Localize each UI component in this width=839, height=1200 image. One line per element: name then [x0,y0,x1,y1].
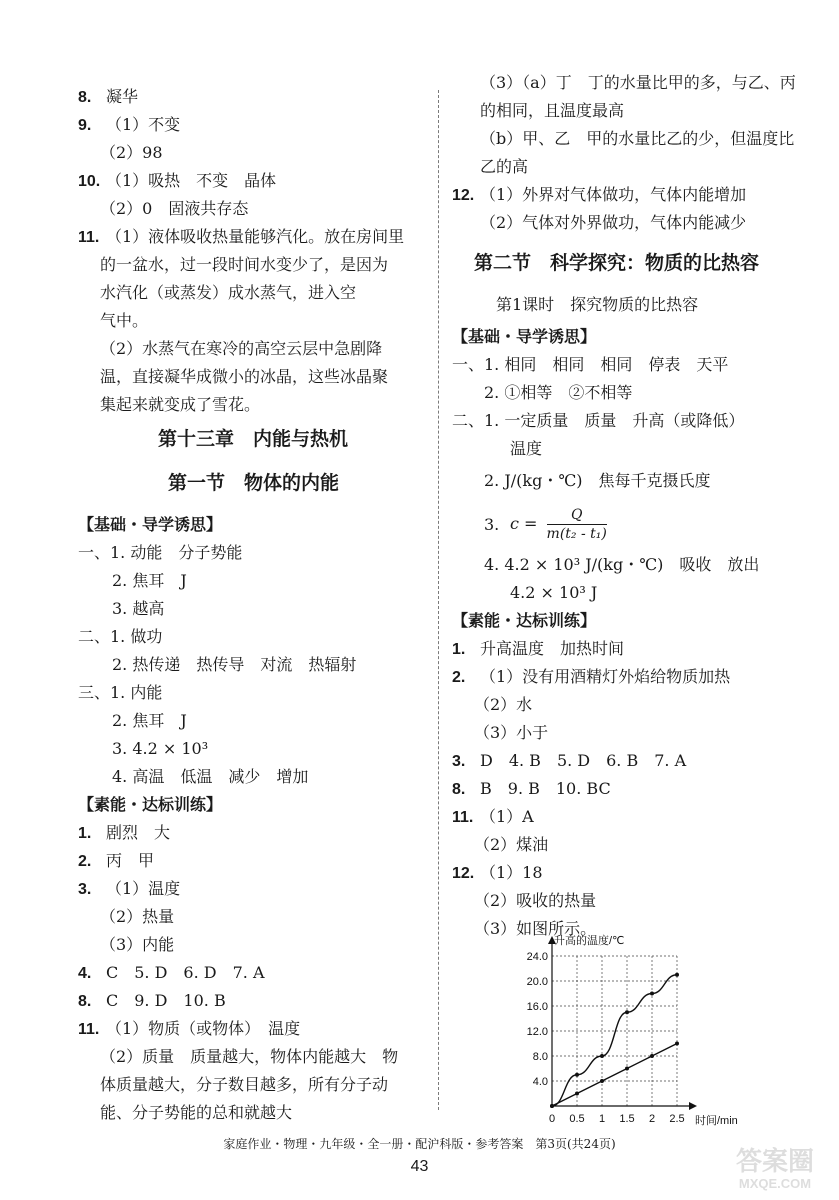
left-line [100,1046,398,1068]
answer-text: （3）内能 [100,935,175,954]
answer-text: 三、1. 内能 [78,683,163,702]
right-line [474,722,548,744]
left-line [112,766,308,788]
temperature-rise-chart [512,936,762,1136]
right-line [474,252,759,274]
right-line [480,72,796,94]
answer-text: 温度 [510,439,543,458]
right-line [480,128,794,150]
answer-text: 2. 焦耳 J [112,571,187,590]
series-2-point [625,1067,629,1071]
left-line [78,226,404,249]
answer-text: （b）甲、乙 甲的水量比乙的少，但温度比 [480,129,795,148]
left-line [100,310,148,332]
answer-text: 二、1. 做功 [78,627,163,646]
y-tick-label: 4.0 [532,1076,548,1088]
y-tick-label: 12.0 [526,1026,548,1038]
question-number: 2. [78,853,92,870]
answer-text: 【素能・达标训练】 [452,611,597,630]
right-line [452,410,744,432]
answer-text: D 4. B 5. D 6. B 7. A [480,751,687,770]
answer-text: 第1课时 探究物质的比热容 [496,295,699,314]
answer-text: 一、1. 相同 相同 相同 停表 天平 [452,355,729,374]
series-line-2 [552,1044,677,1107]
x-axis-label: 时间/min [695,1115,738,1127]
series-1-point [675,973,679,977]
left-line [78,626,162,648]
right-line [480,212,746,234]
specific-heat-formula [510,506,607,543]
right-line [474,834,548,856]
answer-text: 第十三章 内能与热机 [158,428,349,450]
answer-text: （3）（a）丁 丁的水量比甲的多，与乙、丙 [480,73,796,92]
answer-text: （2）热量 [100,907,175,926]
footer-text: 家庭作业・物理・九年级・全一册・配沪科版・参考答案 第3页(共24页) [223,1137,616,1151]
question-number: 4. [78,965,92,982]
left-line [78,514,222,536]
answer-text: （2）0 固液共存态 [100,199,249,218]
x-tick-label: 2.5 [669,1113,685,1125]
left-line [112,710,187,732]
left-line [78,878,180,901]
answer-text: （2）煤油 [474,835,549,854]
question-number: 12. [452,865,475,882]
left-line [112,598,164,620]
right-line [452,806,534,829]
answer-text: 4.2 × 10³ J [510,583,598,602]
left-line [100,1074,388,1096]
watermark-text: 答案圈 [735,1146,815,1176]
answer-text: （2）质量 质量越大，物体内能越大 物 [100,1047,399,1066]
answer-text: 3. [484,515,500,534]
answer-text: 水汽化（或蒸发）成水蒸气，进入空 [100,283,357,302]
answer-text: （1）没有用酒精灯外焰给物质加热 [480,667,731,686]
formula-numerator: Q [547,506,607,525]
right-line [452,610,596,632]
answer-text: 2. ①相等 ②不相等 [484,383,633,402]
answer-text: 能、分子势能的总和就越大 [100,1103,293,1122]
left-line [78,990,226,1013]
right-line [452,184,746,207]
answer-text: C 5. D 6. D 7. A [106,963,265,982]
answer-text: （1）外界对气体做功，气体内能增加 [480,185,747,204]
question-number: 10. [78,173,101,190]
question-number: 3. [452,753,466,770]
answer-text: （1）温度 [106,879,181,898]
left-line [78,962,265,985]
right-line [452,862,543,885]
left-line [100,394,260,416]
left-line [78,794,222,816]
right-line [510,438,542,460]
right-line [452,750,686,773]
right-line [480,100,624,122]
right-line [484,514,499,536]
series-1-point [650,992,654,996]
answer-text: 的相同，且温度最高 [480,101,625,120]
left-line [78,114,180,137]
left-line [100,198,248,220]
answer-text: 第一节 物体的内能 [168,472,340,494]
question-number: 8. [452,781,466,798]
right-line [474,890,596,912]
x-tick-label: 1 [598,1113,606,1125]
left-line [100,282,356,304]
series-1-point [625,1010,629,1014]
series-2-point [600,1079,604,1083]
answer-text: 2. 热传递 热传导 对流 热辐射 [112,655,357,674]
answer-text: 温，直接凝华成微小的冰晶，这些冰晶聚 [100,367,389,386]
question-number: 8. [78,993,92,1010]
y-axis-label: 升高的温度/℃ [554,935,625,947]
answer-text: 二、1. 一定质量 质量 升高（或降低） [452,411,745,430]
question-number: 11. [452,809,474,826]
y-tick-label: 16.0 [526,1001,548,1013]
left-line [100,906,174,928]
x-tick-label: 0 [548,1113,556,1125]
answer-text: 气中。 [100,311,149,330]
question-number: 12. [452,187,475,204]
left-line [78,170,276,193]
question-number: 11. [78,229,100,246]
right-line [496,294,698,316]
left-line [78,542,242,564]
answer-text: 3. 越高 [112,599,165,618]
right-line [474,694,532,716]
answer-text: （3）如图所示。 [474,919,597,938]
left-line [100,142,163,164]
series-2-point [650,1054,654,1058]
left-line [112,654,356,676]
answer-text: （1）物质（或物体） 温度 [106,1019,301,1038]
answer-text: （1）A [480,807,534,826]
left-line [112,738,208,760]
right-line [452,638,624,661]
question-number: 2. [452,669,466,686]
left-line [78,682,162,704]
column-divider [438,90,439,1110]
series-2-point [575,1092,579,1096]
series-2-point [550,1104,554,1108]
answer-text: （2）98 [100,143,163,162]
answer-text: 【基础・导学诱思】 [78,515,223,534]
answer-text: C 9. D 10. B [106,991,226,1010]
question-number: 8. [78,89,92,106]
answer-text: 【基础・导学诱思】 [452,327,597,346]
answer-text: 集起来就变成了雪花。 [100,395,261,414]
right-line [452,666,730,689]
left-line [100,338,382,360]
series-1-point [575,1073,579,1077]
left-line [78,850,154,873]
answer-text: B 9. B 10. BC [480,779,611,798]
x-tick-label: 1.5 [619,1113,635,1125]
x-tick-label: 2 [648,1113,656,1125]
series-2-point [675,1042,679,1046]
series-1-point [600,1054,604,1058]
right-line [480,156,528,178]
y-tick-label: 24.0 [526,951,548,963]
left-line [78,1018,300,1041]
right-line [452,326,596,348]
left-line [168,472,339,494]
page-number: 43 [410,1158,429,1175]
formula-denominator: m(t₂ - t₁) [546,526,607,542]
formula-fraction [547,506,607,543]
left-line [78,822,170,845]
x-tick-label: 0.5 [569,1113,585,1125]
answer-text: （1）不变 [106,115,181,134]
answer-text: 【素能・达标训练】 [78,795,223,814]
answer-text: 的一盆水，过一段时间水变少了，是因为 [100,255,389,274]
answer-text: 乙的高 [480,157,529,176]
answer-text: 4. 4.2 × 10³ J/(kg・℃) 吸收 放出 [484,555,760,574]
y-tick-label: 8.0 [532,1051,548,1063]
answer-text: 丙 甲 [106,851,155,870]
question-number: 3. [78,881,92,898]
answer-text: 凝华 [106,87,139,106]
answer-text: 4. 高温 低温 减少 增加 [112,767,309,786]
series-line-1 [552,975,677,1106]
answer-text: （1）吸热 不变 晶体 [106,171,277,190]
answer-text: 3. 4.2 × 10³ [112,739,209,758]
answer-text: （2）吸收的热量 [474,891,597,910]
answer-text: （1）液体吸收热量能够汽化。放在房间里 [106,227,405,246]
answer-text: （1）18 [480,863,543,882]
right-line [452,354,728,376]
question-number: 1. [78,825,92,842]
y-tick-label: 20.0 [526,976,548,988]
answer-text: 2. J/(kg・℃) 焦每千克摄氏度 [484,471,711,490]
watermark-logo [725,1140,825,1192]
answer-text: 第二节 科学探究：物质的比热容 [474,252,760,274]
answer-text: （3）小于 [474,723,549,742]
right-line [510,582,597,604]
answer-text: 一、1. 动能 分子势能 [78,543,243,562]
right-line [474,918,596,940]
x-axis-arrow [689,1102,697,1110]
right-line [452,778,611,801]
answer-text: 升高温度 加热时间 [480,639,625,658]
answer-text: 2. 焦耳 J [112,711,187,730]
left-line [112,570,187,592]
left-line [100,366,388,388]
left-line [100,934,174,956]
watermark-site: MXQE.COM [738,1176,812,1191]
answer-text: （2）气体对外界做功，气体内能减少 [480,213,747,232]
right-line [484,382,632,404]
right-line [484,554,759,576]
answer-text: 剧烈 大 [106,823,171,842]
left-line [100,254,388,276]
formula-lhs: c = [510,514,538,533]
question-number: 1. [452,641,466,658]
left-line [100,1102,292,1124]
question-number: 11. [78,1021,100,1038]
question-number: 9. [78,117,92,134]
answer-text: （2）水蒸气在寒冷的高空云层中急剧降 [100,339,383,358]
answer-text: （2）水 [474,695,533,714]
right-line [484,470,710,492]
answer-text: 体质量越大，分子数目越多，所有分子动 [100,1075,389,1094]
left-line [158,428,348,450]
left-line [78,86,138,109]
